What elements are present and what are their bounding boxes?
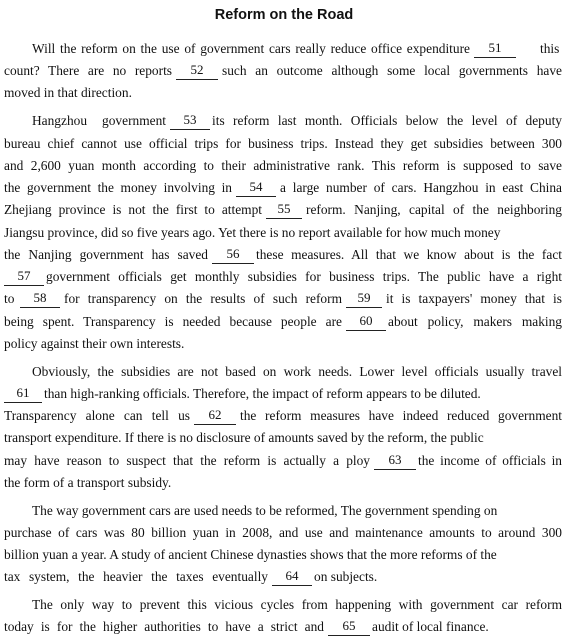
passage-text: audit of local finance.: [372, 619, 489, 634]
passage-text: for transparency on the results of such reform: [64, 291, 342, 306]
passage-text: The only way to prevent this vicious cycles from happening with government car reform: [32, 597, 562, 612]
text-line: [0, 472, 568, 494]
passage-text: Hangzhou government: [32, 113, 166, 128]
text-line: [0, 288, 568, 310]
passage-text: count? There are no reports: [4, 63, 172, 78]
passage-text: Jiangsu province, did so five years ago. Yet there is no report available for how much money: [4, 225, 501, 240]
passage-text: policy against their own interests.: [4, 336, 185, 351]
answer-blank[interactable]: 55: [266, 199, 302, 219]
passage-text: on subjects.: [314, 569, 378, 584]
text-line: [0, 544, 568, 566]
passage-text: government officials get monthly subsidies for business trips. The public have a right: [46, 269, 562, 284]
passage-text: the Nanjing government has saved: [4, 247, 208, 262]
text-line: [0, 155, 568, 177]
passage-text: these measures. All that we know about is the fact: [256, 247, 562, 262]
passage-text: it is taxpayers' money that is: [386, 291, 562, 306]
passage-text: the income of officials in: [418, 453, 562, 468]
passage-text: to: [4, 291, 15, 306]
passage-text: purchase of cars was 80 billion yuan in 2008, and use and maintenance amounts to around 300: [4, 525, 562, 540]
passage-text: Obviously, the subsidies are not based on work needs. Lower level officials usually travel: [32, 364, 562, 379]
passage-text: Zhejiang province is not the first to attempt: [4, 202, 262, 217]
passage-text: bureau chief cannot use official trips for business trips. Instead they get subsidies between 300: [4, 136, 562, 151]
passage-text: the form of a transport subsidy.: [4, 475, 172, 490]
passage-text: tax system, the heavier the taxes eventually: [4, 569, 268, 584]
passage-text: the reform measures have indeed reduced government: [240, 408, 562, 423]
text-line: [0, 199, 568, 221]
text-line: [0, 244, 568, 266]
answer-blank[interactable]: 62: [194, 405, 236, 425]
answer-blank[interactable]: 58: [20, 288, 60, 308]
answer-blank[interactable]: 53: [170, 110, 210, 130]
text-line: [0, 333, 568, 355]
text-line: [0, 566, 568, 588]
passage-text: reform. Nanjing, capital of the neighboring: [306, 202, 562, 217]
text-line: [0, 500, 568, 522]
passage-text: The way government cars are used needs to be reformed, The government spending on: [32, 503, 498, 518]
passage-text: about policy, makers making: [388, 314, 562, 329]
passage-text: moved in that direction.: [4, 85, 132, 100]
passage-text: today is for the higher authorities to have a strict and: [4, 619, 324, 634]
answer-blank[interactable]: 52: [176, 60, 218, 80]
text-line: [0, 383, 568, 405]
passage-text: this: [540, 41, 560, 56]
text-line: [0, 361, 568, 383]
text-line: [0, 60, 568, 82]
text-line: [0, 133, 568, 155]
passage-text: Will the reform on the use of government cars really reduce office expenditure: [32, 41, 470, 56]
passage-text: its reform last month. Officials below the level of deputy: [212, 113, 562, 128]
answer-blank[interactable]: 61: [4, 383, 42, 403]
answer-blank[interactable]: 63: [374, 450, 416, 470]
text-line: [0, 311, 568, 333]
text-line: [0, 616, 568, 638]
passage-text: the government the money involving in: [4, 180, 232, 195]
answer-blank[interactable]: 51: [474, 38, 516, 58]
passage-text: such an outcome although some local governments have: [222, 63, 562, 78]
passage-text: and 2,600 yuan month according to their administrative rank. This reform is supposed to save: [4, 158, 562, 173]
answer-blank[interactable]: 64: [272, 566, 312, 586]
text-line: [0, 266, 568, 288]
passage-text: may have reason to suspect that the reform is actually a ploy: [4, 453, 370, 468]
passage-text: a large number of cars. Hangzhou in east China: [280, 180, 562, 195]
answer-blank[interactable]: 65: [328, 616, 370, 636]
text-line: [0, 110, 568, 132]
text-line: [0, 38, 568, 60]
text-line: [0, 405, 568, 427]
answer-blank[interactable]: 60: [346, 311, 386, 331]
text-line: [0, 522, 568, 544]
text-line: [0, 177, 568, 199]
text-line: [0, 594, 568, 616]
answer-blank[interactable]: 59: [346, 288, 382, 308]
text-line: [0, 427, 568, 449]
answer-blank[interactable]: 56: [212, 244, 254, 264]
text-line: [0, 222, 568, 244]
passage-text: transport expenditure. If there is no disclosure of amounts saved by the reform, the public: [4, 430, 484, 445]
answer-blank[interactable]: 57: [4, 266, 44, 286]
passage-text: being spent. Transparency is needed because people are: [4, 314, 342, 329]
text-line: [0, 82, 568, 104]
page-title: Reform on the Road: [214, 7, 354, 23]
answer-blank[interactable]: 54: [236, 177, 276, 197]
passage-text: billion yuan a year. A study of ancient Chinese dynasties shows that the more reforms of the: [4, 547, 497, 562]
passage-text: than high-ranking officials. Therefore, the impact of reform appears to be diluted.: [44, 386, 481, 401]
passage-text: Transparency alone can tell us: [4, 408, 190, 423]
text-line: [0, 450, 568, 472]
